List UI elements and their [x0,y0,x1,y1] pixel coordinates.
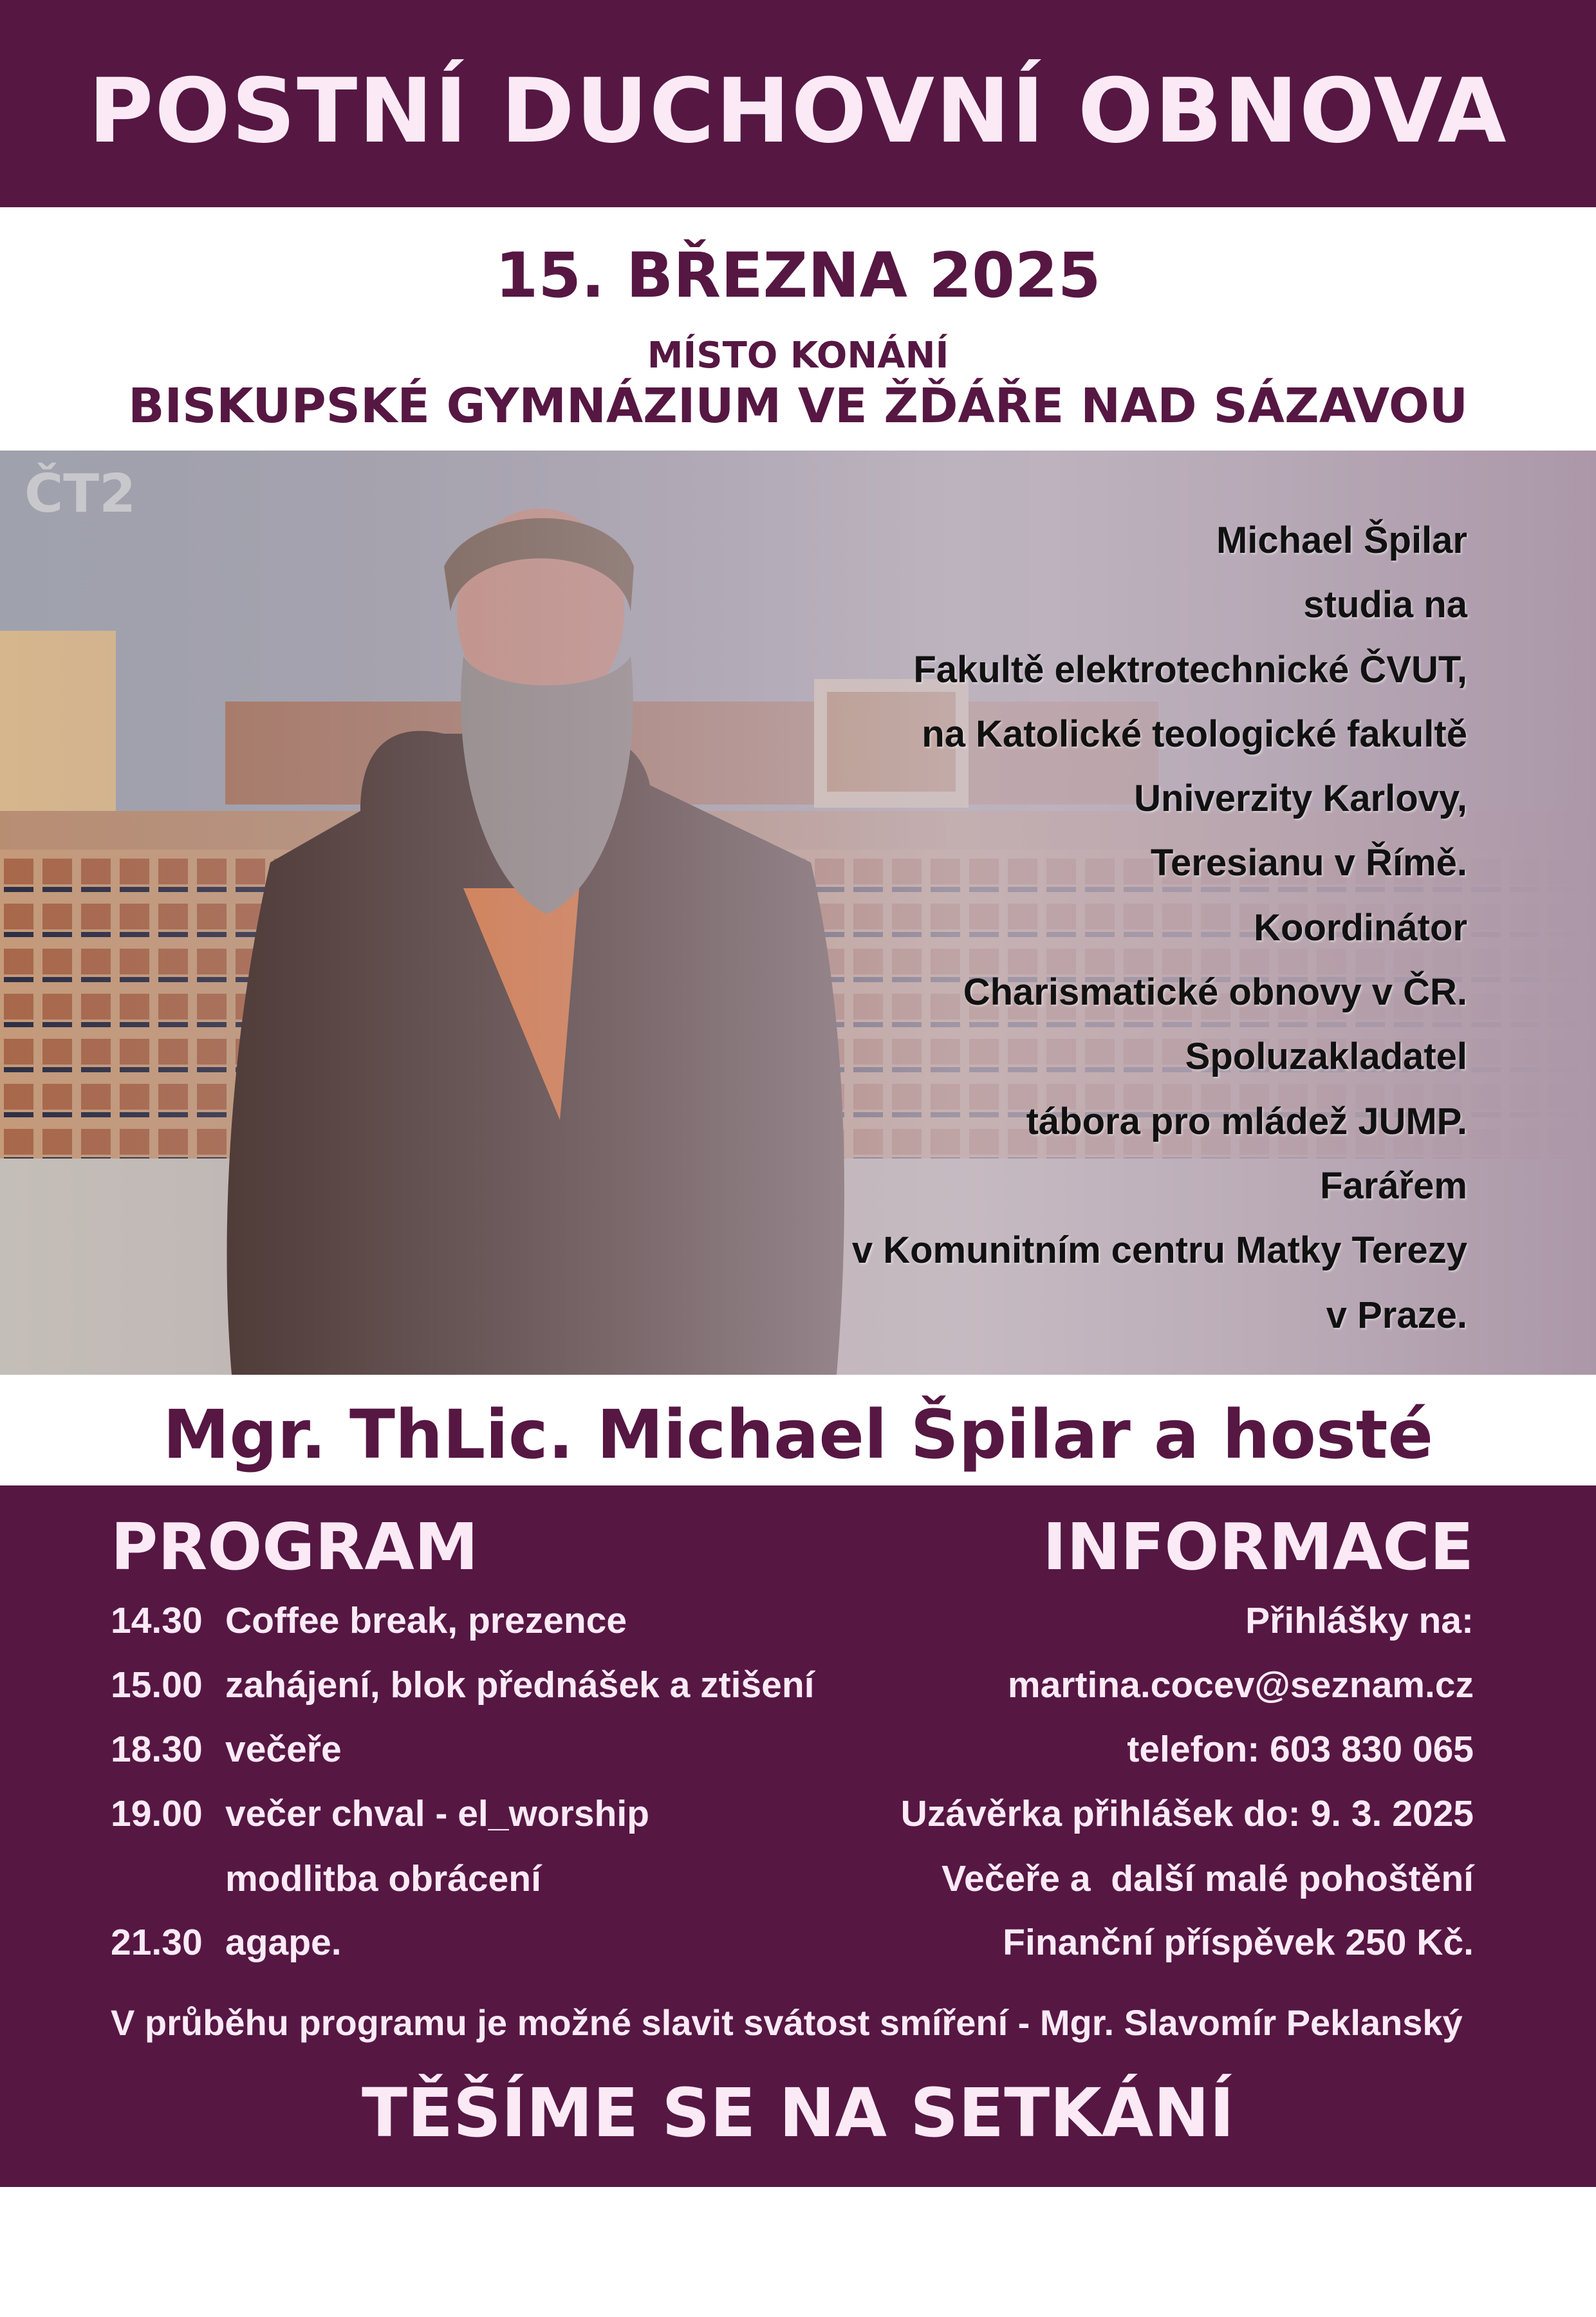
program-time: 14.30 [111,1600,203,1641]
program-text: Coffee break, prezence [225,1600,627,1641]
program-heading: PROGRAM [111,1509,479,1585]
bio-line: Spoluzakladatel [1185,1036,1467,1078]
program-text: večeře [225,1729,342,1770]
bio-line: v Komunitním centru Matky Terezy [851,1229,1467,1272]
speaker-bio [852,508,1467,1348]
info-heading: INFORMACE [1043,1509,1474,1585]
bio-line: Univerzity Karlovy, [1134,777,1467,820]
bio-line: Teresianu v Římě. [1150,842,1467,884]
program-text: večer chval - el_worship [225,1793,649,1834]
bio-line: Charismatické obnovy v ČR. [963,971,1467,1014]
program-text: modlitba obrácení [225,1858,541,1899]
channel-logo: ČT2 [24,463,136,525]
program-time: 15.00 [111,1664,203,1706]
event-date: 15. BŘEZNA 2025 [495,239,1101,312]
info-phone: telefon: 603 830 065 [1127,1729,1474,1770]
confession-note: V průběhu programu je možné slavit svátost smíření - Mgr. Slavomír Peklanský [111,2002,1463,2043]
bio-line: na Katolické teologické fakultě [922,712,1467,755]
poster-title: POSTNÍ DUCHOVNÍ OBNOVA [88,59,1508,163]
program-text: agape. [225,1922,342,1963]
venue: BISKUPSKÉ GYMNÁZIUM VE ŽĎÁŘE NAD SÁZAVOU [128,378,1468,434]
bio-line: Michael Špilar [1216,519,1467,561]
bio-line: Farářem [1320,1164,1467,1207]
program-time: 18.30 [111,1729,203,1770]
info-line: Uzávěrka přihlášek do: 9. 3. 2025 [900,1793,1474,1834]
closing-text: TĚŠÍME SE NA SETKÁNÍ [362,2074,1234,2152]
program-text: zahájení, blok přednášek a ztišení [225,1664,815,1706]
speaker-name: Mgr. ThLic. Michael Špilar a hosté [162,1395,1434,1474]
bio-line: tábora pro mládež JUMP. [1026,1100,1467,1142]
info-line: Přihlášky na: [1245,1600,1474,1641]
info-email[interactable]: martina.cocev@seznam.cz [1007,1664,1474,1706]
program-time: 21.30 [111,1922,203,1963]
bio-line: v Praze. [1326,1294,1467,1336]
speaker-photo [0,451,1596,1375]
venue-label: MÍSTO KONÁNÍ [647,335,949,377]
info-line: Finanční příspěvek 250 Kč. [1003,1922,1474,1963]
bio-line: Fakultě elektrotechnické ČVUT, [913,648,1467,691]
bio-line: Koordinátor [1254,906,1467,949]
info-line: Večeře a další malé pohoštění [942,1858,1474,1899]
bio-line: studia na [1303,584,1467,626]
program-time: 19.00 [111,1793,203,1834]
